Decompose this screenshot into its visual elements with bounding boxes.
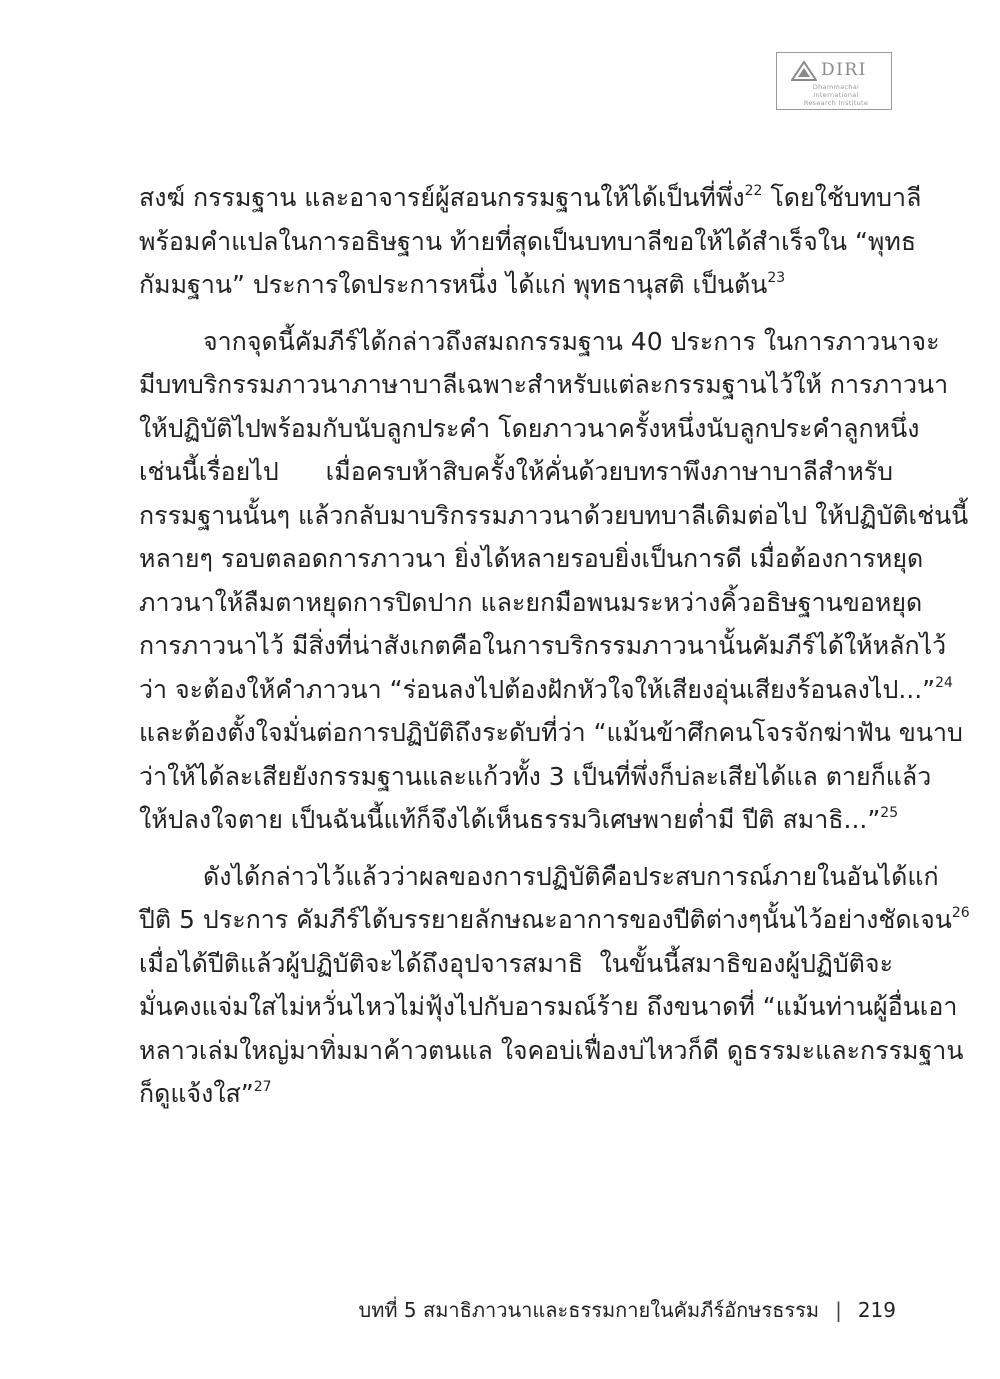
diri-logo	[776, 52, 892, 110]
text-line	[139, 668, 953, 712]
footnote-ref-23: 23	[767, 270, 786, 286]
line-text: และต้องตั้งใจมั่นต่อการปฏิบัติถึงระดับที่ว่า “แม้นข้าศึกคนโจรจักฆ่าฟัน ขนาบ	[139, 718, 963, 747]
text-line	[139, 798, 899, 842]
footnote-ref-24: 24	[935, 674, 953, 691]
text-line	[139, 755, 932, 799]
text-line	[139, 450, 893, 494]
line-text: กัมมฐาน” ประการใดประการหนึ่ง ได้แก่ พุทธานุสติ เป็นต้น	[139, 270, 768, 299]
text-line	[139, 898, 970, 942]
line-text-tail: โดยใช้บทบาลี	[762, 183, 922, 212]
text-line	[139, 624, 947, 668]
line-text: มั่นคงแจ่มใสไม่หวั่นไหวไม่ฟุ้งไปกับอารมณ์ร้าย ถึงขนาดที่ “แม้นท่านผู้อื่นเอา	[139, 992, 958, 1021]
triangle-logo-icon	[791, 61, 817, 81]
footnote-ref-25: 25	[880, 805, 899, 821]
line-text: ภาวนาให้ลืมตาหยุดการปิดปาก และยกมือพนมระหว่างคิ้วอธิษฐานขอหยุด	[139, 587, 923, 617]
line-text: การภาวนาไว้ มีสิ่งที่น่าสังเกตคือในการบริกรรมภาวนานั้นคัมภีร์ได้ให้หลักไว้	[139, 631, 947, 660]
text-line	[139, 942, 893, 986]
line-text: เมื่อได้ปีติแล้วผู้ปฏิบัติจะได้ถึงอุปจารสมาธิ ในขั้นนี้สมาธิของผู้ปฏิบัติจะ	[139, 948, 893, 978]
text-line	[139, 407, 920, 451]
logo-subtitle-line-2: Research Institute	[803, 99, 869, 107]
chapter-title: บทที่ 5 สมาธิภาวนาและธรรมกายในคัมภีร์อักษรธรรม	[358, 1298, 820, 1322]
footnote-ref-27: 27	[253, 1079, 272, 1095]
paragraph-2	[139, 320, 969, 842]
logo-subtitle-line-1: Dhammachai International	[812, 83, 860, 99]
text-line	[139, 263, 893, 307]
paragraph-3	[139, 855, 970, 1116]
line-text: หลาวเล่มใหญ่มาทิ่มมาค้าวตนแล ใจคอบ่เฟื่องบ่ไหวก็ดี ดูธรรมะและกรรมฐาน	[139, 1035, 964, 1065]
line-text: มีบทบริกรรมภาวนาภาษาบาลีเฉพาะสำหรับแต่ละกรรมฐานไว้ให้ การภาวนา	[139, 370, 949, 399]
text-line	[139, 855, 939, 899]
line-text: ให้ปลงใจตาย เป็นฉันนี้แท้ก็จึงได้เห็นธรรมวิเศษพายต่ำมี ปีติ สมาธิ...”	[139, 805, 881, 834]
text-line	[139, 1072, 893, 1116]
line-text: ให้ปฏิบัติไปพร้อมกับนับลูกประคำ โดยภาวนาครั้งหนึ่งนับลูกประคำลูกหนึ่ง	[139, 413, 920, 443]
footnote-ref-26: 26	[951, 905, 970, 921]
text-line	[139, 320, 940, 364]
text-line	[139, 1029, 964, 1073]
paragraph-1	[139, 176, 922, 307]
text-line	[139, 176, 922, 220]
text-line	[139, 220, 917, 264]
line-text: เช่นนี้เรื่อยไป เมื่อครบห้าสิบครั้งให้คั่นด้วยบทราพึงภาษาบาลีสำหรับ	[139, 457, 893, 486]
line-text: กรรมฐานนั้นๆ แล้วกลับมาบริกรรมภาวนาด้วยบทบาลีเดิมต่อไป ให้ปฏิบัติเช่นนี้	[139, 500, 969, 530]
text-line	[139, 581, 923, 625]
body-text	[139, 176, 970, 1116]
text-line	[139, 494, 969, 538]
line-text: สงฆ์ กรรมฐาน และอาจารย์ผู้สอนกรรมฐานให้ได้เป็นที่พึ่ง	[139, 183, 745, 212]
logo-name: DIRI	[821, 60, 867, 80]
text-line	[139, 711, 963, 755]
text-line	[139, 363, 949, 407]
line-text: ก็ดูแจ้งใส”	[139, 1079, 254, 1108]
line-text: จากจุดนี้คัมภีร์ได้กล่าวถึงสมถกรรมฐาน 40 ประการ ในการภาวนาจะ	[203, 326, 940, 356]
footer-separator: |	[835, 1298, 842, 1322]
text-line	[139, 537, 924, 581]
line-text: หลายๆ รอบตลอดการภาวนา ยิ่งได้หลายรอบยิ่งเป็นการดี เมื่อต้องการหยุด	[139, 544, 924, 573]
page-number: 219	[857, 1298, 896, 1322]
line-text: ว่า จะต้องให้คำภาวนา “ร่อนลงไปต้องฝักหัวใจให้เสียงอุ่นเสียงร้อนลงไป...”	[139, 674, 936, 704]
line-text: ว่าให้ได้ละเสียยังกรรมฐานและแก้วทั้ง 3 เป็นที่พึ่งก็บ่ละเสียได้แล ตายก็แล้ว	[139, 761, 932, 791]
logo-subtitle	[790, 83, 882, 107]
text-line	[139, 985, 958, 1029]
page-footer	[359, 1294, 896, 1326]
line-text: ดังได้กล่าวไว้แล้วว่าผลของการปฏิบัติคือประสบการณ์ภายในอันได้แก่	[203, 861, 939, 891]
line-text: พร้อมคำแปลในการอธิษฐาน ท้ายที่สุดเป็นบทบาลีขอให้ได้สำเร็จใน “พุทธ	[139, 226, 917, 256]
footnote-ref-22: 22	[744, 183, 763, 199]
line-text: ปีติ 5 ประการ คัมภีร์ได้บรรยายลักษณะอาการของปีติต่างๆนั้นไว้อย่างชัดเจน	[139, 905, 952, 934]
